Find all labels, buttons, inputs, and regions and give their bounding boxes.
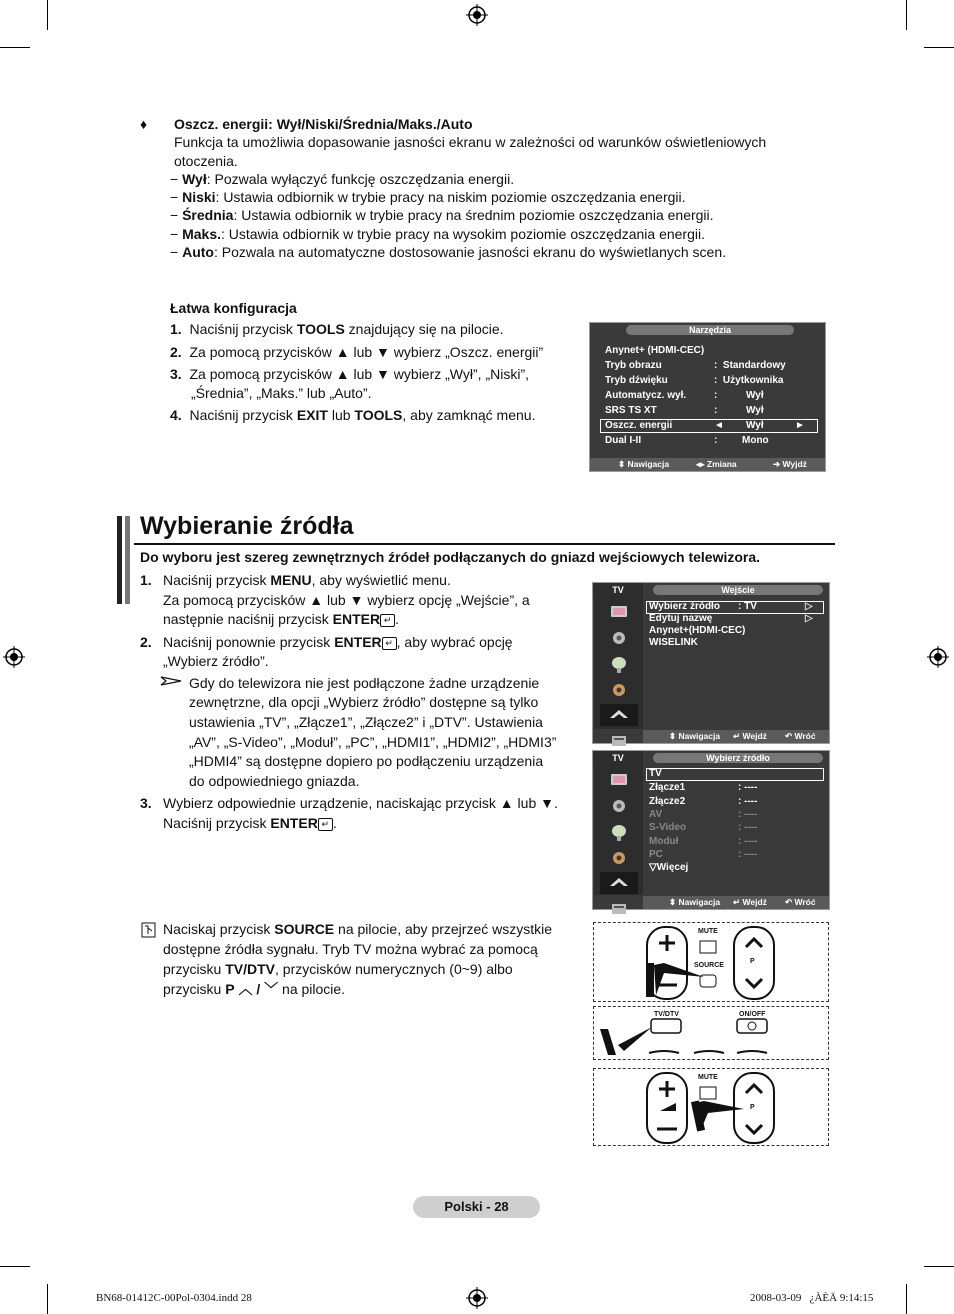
registration-mark-icon [466, 1287, 488, 1309]
right-arrow-icon: ► [795, 420, 805, 431]
section-divider [134, 543, 835, 545]
left-arrow-icon: ◄ [714, 420, 724, 431]
menu-sidebar [594, 597, 643, 729]
back-hint: ↶ Wróć [785, 731, 816, 741]
energy-desc: Funkcja ta umożliwia dopasowanie jasności ekranu w zależności od warunków oświetleniowych [174, 134, 767, 150]
easy-step: 4. Naciśnij przycisk EXIT lub TOOLS, aby zamknąć menu. [170, 407, 536, 423]
tools-menu-screen [589, 322, 826, 472]
nav-hint: ⬍ Nawigacja [618, 459, 670, 469]
source-menu-title: Wybierz źródło [653, 753, 823, 763]
note-text: „HDMI4” są dostępne dopiero po podłączeniu urządzenia [189, 753, 544, 769]
source-option-disabled: Moduł [649, 836, 679, 847]
osd-footer [643, 896, 829, 909]
easy-step: 1. Naciśnij przycisk TOOLS znajdujący się na pilocie. [170, 321, 504, 337]
easy-step: 3. Za pomocą przycisków ▲ lub ▼ wybierz „Wył”, „Niski”, [170, 366, 529, 382]
menu-item[interactable]: Anynet+ (HDMI-CEC) [605, 345, 705, 356]
crop-mark [924, 1266, 954, 1267]
source-option-selected[interactable]: TV [649, 768, 662, 779]
registration-mark-icon [466, 4, 488, 26]
tvdtv-label: TV/DTV [654, 1011, 679, 1018]
enter-icon: ↵ [380, 614, 395, 627]
crop-mark [906, 0, 907, 30]
source-value: : ---- [738, 796, 758, 807]
setup-icon[interactable] [600, 679, 638, 701]
source-value: : ---- [738, 822, 758, 833]
menu-value: : [714, 405, 718, 416]
onoff-label: ON/OFF [739, 1011, 766, 1018]
input-menu-title: Wejście [653, 585, 823, 595]
menu-item-selected[interactable]: Wybierz źródło [649, 601, 720, 612]
section-title: Wybieranie źródła [140, 512, 354, 540]
note-text: „AV”, „S-Video”, „Moduł”, „PC”, „HDMI1”, „HDMI2”, „HDMI3” [189, 734, 557, 750]
tip-text: przycisku P ︿ / ﹀ na pilocie. [163, 981, 346, 997]
crop-mark [0, 47, 30, 48]
menu-item[interactable]: Tryb obrazu [605, 360, 662, 371]
crop-mark [924, 47, 954, 48]
source-label: SOURCE [694, 962, 724, 969]
remote-illustration [593, 1068, 829, 1146]
section-intro: Do wyboru jest szereg zewnętrznych źródeł podłączanych do gniazd wejściowych telewizora. [140, 549, 761, 565]
submenu-arrow-icon: ▷ [805, 601, 813, 612]
menu-value: Mono [742, 435, 769, 446]
application-icon[interactable] [600, 898, 638, 920]
page-number: Polski - 28 [413, 1196, 540, 1218]
note-text: do odpowiedniego gniazda. [189, 773, 360, 789]
tip-text: dostępne źródła sygnału. Tryb TV można wybrać za pomocą [163, 941, 538, 957]
menu-sidebar [594, 765, 643, 895]
menu-item[interactable]: SRS TS XT [605, 405, 657, 416]
step-text: Naciśnij przycisk ENTER ↵ . [163, 815, 337, 831]
enter-hint: ↵ Wejdź [733, 731, 767, 741]
source-value: : ---- [738, 836, 758, 847]
nav-hint: ⬍ Nawigacja [669, 897, 721, 907]
menu-item[interactable]: Edytuj nazwę [649, 613, 713, 624]
energy-item: − Maks.: Ustawia odbiornik w trybie pracy na wysokim poziomie oszczędzania energii. [170, 226, 705, 242]
easy-step: „Średnia”, „Maks.” lub „Auto”. [191, 385, 372, 401]
enter-icon: ↵ [382, 637, 397, 650]
nav-hint: ⬍ Nawigacja [669, 731, 721, 741]
more-option[interactable]: ▽Więcej [649, 862, 689, 873]
note-text: ustawienia „TV”, „Złącze1”, „Złącze2” i „DTV”. Ustawienia [189, 714, 543, 730]
step-text: „Wybierz źródło”. [163, 653, 269, 669]
enter-hint: ↵ Wejdź [733, 897, 767, 907]
note-text: zewnętrzne, dla opcji „Wybierz źródło” dostępne są tylko [189, 694, 539, 710]
registration-mark-icon [3, 646, 25, 668]
step-text: Naciśnij przycisk MENU, aby wyświetlić menu. [163, 572, 451, 588]
step-text: Za pomocą przycisków ▲ lub ▼ wybierz opcję „Wejście”, a [163, 592, 530, 608]
input-icon[interactable] [600, 704, 638, 726]
input-icon[interactable] [600, 872, 638, 894]
menu-item[interactable]: Dual I-II [605, 435, 642, 446]
mute-label: MUTE [698, 928, 718, 935]
menu-value: : Użytkownika [714, 375, 784, 386]
submenu-arrow-icon: ▷ [805, 613, 813, 624]
step-number: 3. [140, 795, 152, 811]
menu-item[interactable]: Automatycz. wył. [605, 390, 687, 401]
note-text: Gdy do telewizora nie jest podłączone żadne urządzenie [189, 675, 540, 691]
energy-desc: otoczenia. [174, 153, 238, 169]
menu-value: : Standardowy [714, 360, 786, 371]
step-number: 1. [140, 572, 152, 588]
note-arrow-icon [160, 675, 182, 687]
remote-illustration [593, 922, 829, 1002]
source-option-disabled: S-Video [649, 822, 687, 833]
tip-text: przycisku TV/DTV, przycisków numerycznych (0~9) albo [163, 961, 513, 977]
tv-tab: TV [593, 751, 643, 765]
sound-icon[interactable] [600, 627, 638, 649]
back-hint: ↶ Wróć [785, 897, 816, 907]
energy-item: − Średnia: Ustawia odbiornik w trybie pracy na średnim poziomie oszczędzania energii. [170, 207, 714, 223]
channel-icon[interactable] [600, 653, 638, 675]
menu-item-selected[interactable]: Oszcz. energii [605, 420, 673, 431]
source-option[interactable]: Złącze2 [649, 796, 686, 807]
channel-icon[interactable] [600, 821, 638, 843]
setup-icon[interactable] [600, 847, 638, 869]
step-text: Wybierz odpowiednie urządzenie, naciskając przycisk ▲ lub ▼. [163, 795, 558, 811]
energy-item: − Wył: Pozwala wyłączyć funkcję oszczędzania energii. [170, 171, 515, 187]
source-value: : ---- [738, 782, 758, 793]
menu-item[interactable]: WISELINK [649, 637, 698, 648]
easy-step: 2. Za pomocą przycisków ▲ lub ▼ wybierz „Oszcz. energii” [170, 344, 544, 360]
crop-mark [906, 1284, 907, 1314]
p-label: P [750, 1104, 755, 1111]
menu-item[interactable]: Anynet+(HDMI-CEC) [649, 625, 746, 636]
source-option-disabled: AV [649, 809, 663, 820]
tools-menu-title: Narzędzia [626, 325, 794, 335]
menu-value: Wył [746, 405, 764, 416]
chevron-down-icon: ﹀ [264, 981, 279, 997]
source-value: : ---- [738, 849, 758, 860]
change-hint: ◂▸ Zmiana [696, 459, 737, 469]
input-menu-screen [592, 582, 830, 744]
tip-text: Naciskaj przycisk SOURCE na pilocie, aby przejrzeć wszystkie [163, 921, 553, 937]
crop-mark [47, 1284, 48, 1314]
menu-value: : [714, 390, 718, 401]
osd-footer [590, 458, 825, 471]
application-icon[interactable] [600, 730, 638, 752]
energy-item: − Niski: Ustawia odbiornik w trybie pracy na niskim poziomie oszczędzania energii. [170, 189, 686, 205]
menu-value: : TV [738, 601, 757, 612]
memo-icon [141, 922, 156, 938]
step-text: Naciśnij ponownie przycisk ENTER ↵ , aby wybrać opcję [163, 634, 513, 650]
source-menu-screen [592, 750, 830, 910]
chevron-up-icon: ︿ [238, 981, 253, 997]
section-bar [125, 516, 130, 604]
tv-tab: TV [593, 583, 643, 597]
picture-icon[interactable] [600, 601, 638, 623]
source-value: : ---- [738, 809, 758, 820]
energy-heading: Oszcz. energii: Wył/Niski/Średnia/Maks./Auto [174, 116, 473, 132]
source-option[interactable]: Złącze1 [649, 782, 686, 793]
file-info: BN68-01412C-00Pol-0304.indd 28 [96, 1292, 252, 1304]
osd-footer [643, 730, 829, 743]
menu-item[interactable]: Tryb dźwięku [605, 375, 668, 386]
crop-mark [47, 0, 48, 30]
crop-mark [0, 1266, 30, 1267]
picture-icon[interactable] [600, 769, 638, 791]
menu-value: Wył [746, 420, 764, 431]
menu-value: : [714, 435, 718, 446]
registration-mark-icon [927, 646, 949, 668]
menu-value: Wył [746, 390, 764, 401]
easy-title: Łatwa konfiguracja [170, 300, 297, 316]
source-option-disabled: PC [649, 849, 663, 860]
enter-icon: ↵ [318, 818, 333, 831]
selection-highlight [646, 768, 824, 781]
section-bar [117, 516, 122, 604]
remote-illustration [593, 1006, 829, 1060]
p-label: P [750, 958, 755, 965]
sound-icon[interactable] [600, 795, 638, 817]
bullet: ♦ [140, 116, 148, 132]
step-number: 2. [140, 634, 152, 650]
exit-hint: ➔ Wyjdź [773, 459, 807, 469]
mute-label: MUTE [698, 1074, 718, 1081]
step-text: następnie naciśnij przycisk ENTER ↵ . [163, 611, 399, 627]
energy-item: − Auto: Pozwala na automatyczne dostosowanie jasności ekranu do wyświetlanych scen. [170, 244, 727, 260]
timestamp: 2008-03-09 ¿ÀÈÄ 9:14:15 [750, 1292, 874, 1304]
